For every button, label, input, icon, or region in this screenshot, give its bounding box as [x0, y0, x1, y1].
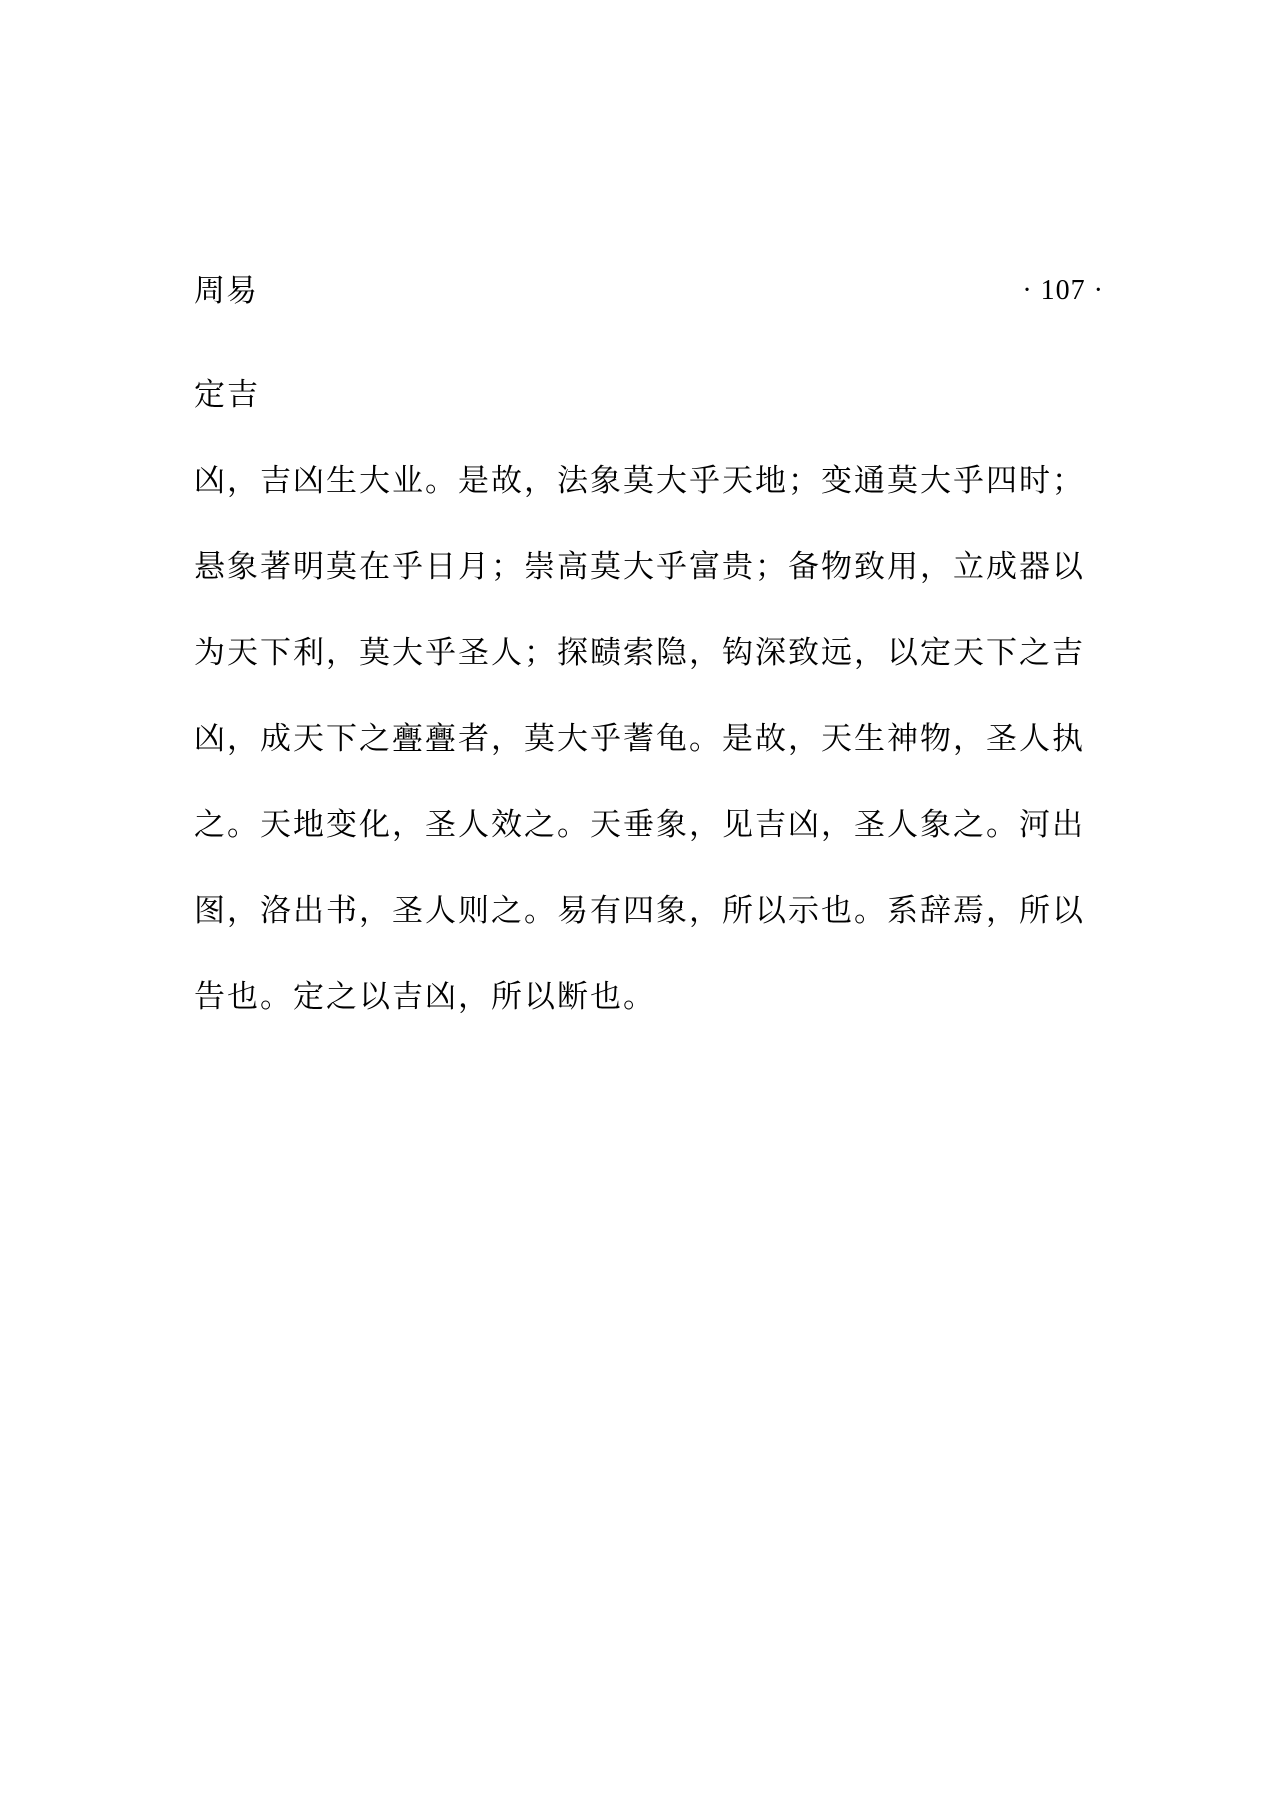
text-line-8: 告也。定之以吉凶，所以断也。 — [194, 979, 656, 1015]
running-title: 周易 — [194, 273, 258, 309]
text-line-5: 凶，成天下之亹亹者，莫大乎蓍龟。是故，天生神物，圣人执 — [194, 721, 1085, 757]
text-line-3: 悬象著明莫在乎日月；崇高莫大乎富贵；备物致用，立成器以 — [194, 549, 1085, 585]
text-line-6: 之。天地变化，圣人效之。天垂象，见吉凶，圣人象之。河出 — [194, 807, 1085, 843]
text-line-4: 为天下利，莫大乎圣人；探赜索隐，钩深致远，以定天下之吉 — [194, 635, 1085, 671]
text-line-1: 定吉 — [194, 377, 260, 413]
text-line-7: 图，洛出书，圣人则之。易有四象，所以示也。系辞焉，所以 — [194, 893, 1085, 929]
text-line-2: 凶，吉凶生大业。是故，法象莫大乎天地；变通莫大乎四时； — [194, 463, 1085, 499]
page-header — [194, 268, 1104, 314]
body-text — [194, 352, 1094, 1040]
page-number: · 107 · — [1022, 275, 1104, 306]
